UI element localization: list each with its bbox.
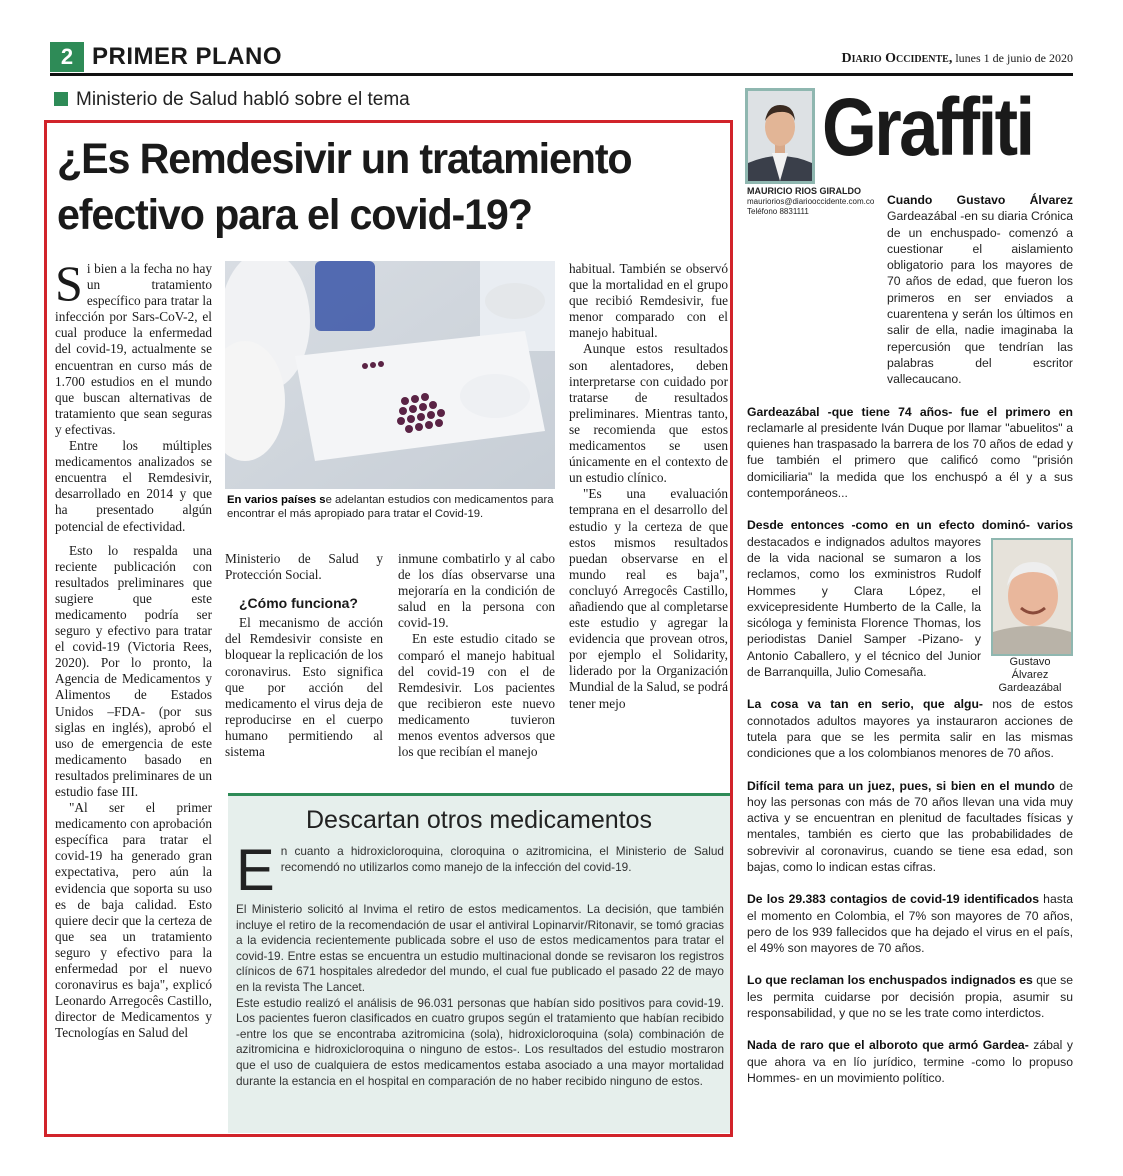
graffiti-item [747,1037,1073,1086]
graffiti-item-text: hasta el momento en Colombia, el 7% son mayores de 70 años, pero de los 939 fallecidos que ha dejado el virus en el país, el 49% son mayores de 70 años. [747,892,1073,956]
graffiti-item-lead: La cosa va tan en serio, que algu- [747,697,983,712]
graffiti-item-text: zábal y que ahora va en lío jurídico, termine -como lo propuso Hommes- en un movimiento político. [747,1038,1073,1085]
article-column-2 [225,551,383,760]
dateline [842,51,1073,67]
main-article [44,120,733,1137]
paragraph: El mecanismo de acción del Remdesivir consiste en bloquear la replicación de los coronavirus. Esto significa que por acción del medicamento el virus deja de reproducirse en el cuerpo humano permitiendo al sistema [225,615,383,760]
graffiti-item-lead: Cuando Gustavo Álvarez [887,193,1073,207]
graffiti-item [747,192,1073,388]
article-column-3 [398,551,555,760]
inline-photo-caption-2: Álvarez [1011,668,1049,681]
columnist-photo [745,88,815,184]
sidebar-box [228,793,730,1133]
columnist-email: mauriorios@diariooccidente.com.co [747,197,875,206]
article-photo [225,261,555,489]
inline-photo [987,538,1073,694]
graffiti-item-text: Gardeazábal -en su diaria Crónica de un enchuspado- comenzó a cuestionar el aislamiento obligatorio para los mayores de 70 años de edad, que fueron los primeros en ser enviados a cuarentena y serán los últimos en salir de ella, nadie imaginaba la repercusión que tendrían las palabras del escritor vallecaucano. [887,209,1073,387]
paragraph: Entre los múltiples medicamentos analizados se encuentra el Remdesivir, desarrollado en 2014 y que ha presentado algún potencial de efectividad. [55,438,212,534]
sidebar-text [236,838,724,1089]
headline-line-2: efectivo para el covid-19? [57,191,532,239]
photo-caption [227,493,557,521]
graffiti-item-text: que se les permita cuidarse por decisión propia, asumir su responsabilidad, y que no se les trate como interdictos. [747,973,1073,1021]
lead-text: i bien a la fecha no hay un tratamiento específico para tratar la infección por Sars-CoV-2, el cual produce la enfermedad del covid-19, actualmente se encuentran en curso más de 1.700 estudios en el mundo que buscan alternativas de tratamiento que sean seguras y efectivas. [55,261,212,437]
inline-photo-caption-3: Gardeazábal [998,681,1062,694]
gardeazabal-portrait-image [993,540,1071,654]
paper-name: Diario Occidente, [841,51,953,66]
sidebar-lead-text: n cuanto a hidroxicloroquina, cloroquina o azitromicina, el Ministerio de Salud recomendó no utilizarlos como manejo de la infección del covid-19. [280,844,724,874]
sidebar-title: Descartan otros medicamentos [306,806,652,834]
graffiti-item [747,696,1073,761]
paragraph: "Es una evaluación temprana en el desarrollo del estudio y la certeza de que estos mismos resultados puedan observarse en el mundo real es baja", concluyó Arregocês Castillo, añadiendo que al completarse este estudio y agregar la evidencia que provean otros, por ejemplo el Solidarity, liderado por la Organización Mundial de la Salud, se podrá tener mejo [569,486,728,711]
headline [57,131,700,243]
graffiti-item [747,404,1073,502]
subheading: ¿Cómo funciona? [239,595,358,612]
sidebar-paragraph: El Ministerio solicitó al Invima el retiro de estos medicamentos. La decisión, que también incluye el retiro de la recomendación de usar el antiviral Lopinarvir/Ritonavir, se tomó gracias a la evidencia recientemente publicada sobre el uso de estos medicamentos para tratar el covid-19. Entre estas se encuentra un estudio multinacional donde se revisaron los registros clínicos de 671 hospitales alrededor del mundo, el cual fue publicado el pasado 22 de mayo en la revista The Lancet. [236,902,724,994]
page-number: 2 [50,42,84,72]
paragraph: "Al ser el primer medicamento con aprobación específica para tratar el covid-19 ha generado gran expectativa, pero aún la evidencia que soporta su uso es de baja calidad. Esto quiere decir que la certeza de que sea un tratamiento seguro y efectivo para la enfermedad por el nuevo coronavirus es baja", explicó Leonardo Arregocês Castillo, director de Medicamentos y Tecnologías en Salud del [55,800,212,1041]
drop-cap: S [55,255,83,311]
lab-vials-image [225,261,555,489]
sidebar-drop-cap: E [236,838,275,903]
graffiti-item-lead: De los 29.383 contagios de covid-19 identificados [747,892,1039,907]
graffiti-item-lead: Lo que reclaman los enchuspados indignados es [747,973,1033,988]
lead-paragraph [55,255,212,438]
paragraph: inmune combatirlo y al cabo de los días observarse una mejoraría en la condición de salud en la persona con covid-19. [398,551,555,631]
paragraph: Esto lo respalda una reciente publicación con resultados preliminares que sugiere que este medicamento podría ser seguro y efectivo para tratar el covid-19 (Victoria Rees, 2020). Por lo pronto, la Agencia de Medicamentos y Alimentos de Estados Unidos –FDA- (por sus siglas en inglés), aprobó el uso de emergencia de este medicamento basado en resultados preliminares de un estudio fase III. [55,542,212,799]
graffiti-column [747,192,1073,1102]
graffiti-item-lead: Desde entonces -como en un efecto dominó- varios [747,518,1073,533]
graffiti-item-text: reclamarle al presidente Iván Duque por llamar "abuelitos" a quienes han traspasado la barrera de los 70 años de edad y fue también el primero que calificó como "prisión domiciliaria" la medida que los enchuspó a él y a sus contemporáneos... [747,420,1073,501]
header-rule [50,73,1073,76]
graffiti-item-text: de hoy las personas con más de 70 años llevan una vida muy activa y se encuentran en plenitud de facultades físicas y mentales, también es cierto que las probabilidades de sobrevivir al coronavirus, cuando se tiene esa edad, son bajas, como lo indican estas cifras. [747,778,1073,874]
caption-text: e adelantan estudios con medicamentos para encontrar el más apropiado para tratar el Covid-19. [227,494,554,520]
article-column-1 [55,255,212,1042]
headline-line-1: ¿Es Remdesivir un tratamiento [57,135,632,183]
kicker-square-icon [54,92,68,106]
graffiti-item-lead: Gardeazábal -que tiene 74 años- fue el primero en [747,404,1073,419]
sidebar-paragraph: Este estudio realizó el análisis de 96.031 personas que habían sido positivos para covid-19. Los pacientes fueron clasificados en cuatro grupos según el tratamiento que habían recibido -entre los que se encontraba azitromicina (sola), hidroxicloroquina (sola) combinación de azitromicina e hidroxicloroquina o ninguno de estos-. Los resultados del estudio mostraron que el uso de cualquiera de estos medicamentos estaba asociado a una mayor mortalidad durante la estancia en el hospital en comparación de no haber recibido ninguno de estos. [236,995,724,1088]
graffiti-title: Graffiti [822,82,1033,173]
graffiti-item-lead: Difícil tema para un juez, pues, si bien en el mundo [747,778,1055,793]
section-title: PRIMER PLANO [92,43,283,70]
paragraph: habitual. También se observó que la mortalidad en el grupo que recibió Remdesivir, fue menor comparado con el manejo habitual. [569,261,728,341]
columnist-phone: Teléfono 8831111 [747,207,809,216]
article-column-4 [569,261,728,712]
issue-date: lunes 1 de junio de 2020 [952,51,1073,65]
sidebar-lead [236,838,724,903]
kicker-text: Ministerio de Salud habló sobre el tema [76,89,410,110]
graffiti-item [747,517,1073,694]
graffiti-item-text: nos de estos connotados adultos mayores ya instauraron acciones de tutela para que se les permita salir en las mismas condiciones que a los colombianos menores de 70 años. [747,697,1073,761]
paragraph: Aunque estos resultados son alentadores, deben interpretarse con cuidado por tratarse de resultados preliminares. Mientras tanto, se recomienda que estos medicamentos se usen únicamente en el contexto de un estudio clínico. [569,341,728,486]
graffiti-item-lead: Nada de raro que el alboroto que armó Gardea- [747,1038,1029,1053]
paragraph: Ministerio de Salud y Protección Social. [225,551,383,583]
graffiti-item [747,972,1073,1021]
paragraph: En este estudio citado se comparó el manejo habitual del covid-19 con el de Remdesivir. Los pacientes que recibieron este nuevo medicamento tuvieron menos eventos adversos que los que recibían el manejo [398,631,555,760]
kicker [54,89,410,111]
graffiti-item [747,778,1073,876]
columnist-portrait-image [748,91,812,181]
graffiti-item-text: destacados e indignados adultos mayores de la vida nacional se sumaron a los reclamos, como los exministros Rudolf Hommes y Clara López, el exvicepresidente Humberto de la Calle, la sicóloga y feminista Florence Thomas, los periodistas Daniel Samper -Pizano- y Antonio Caballero, y el técnico del Junior de Barranquilla, Julio Comesaña. [747,534,981,680]
columnist-name: MAURICIO RIOS GIRALDO [747,186,861,196]
gardeazabal-photo [991,538,1073,656]
graffiti-item [747,891,1073,956]
caption-lead: En varios países s [227,494,326,506]
page-header [50,42,1073,72]
inline-photo-caption-1: Gustavo [1009,655,1051,668]
